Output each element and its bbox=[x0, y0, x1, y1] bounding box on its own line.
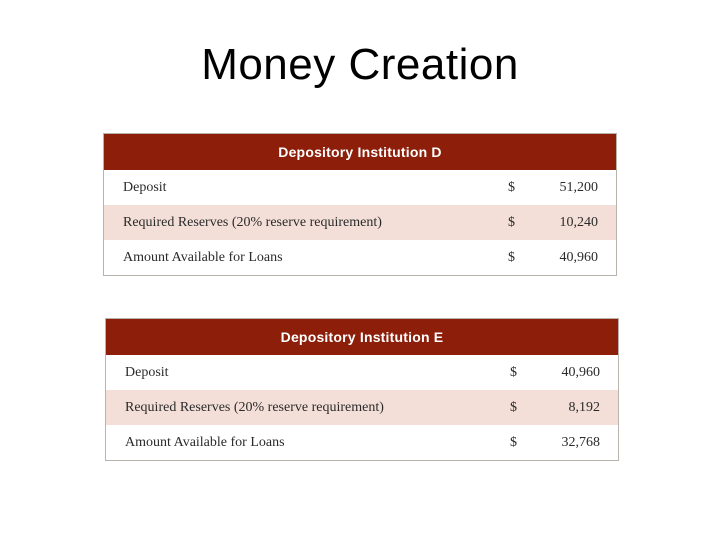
table-row-required-reserves bbox=[104, 205, 617, 240]
table-row-deposit bbox=[104, 170, 617, 205]
currency-symbol: $ bbox=[510, 434, 517, 450]
row-amount bbox=[508, 240, 617, 276]
row-amount bbox=[508, 205, 617, 240]
table-row-deposit bbox=[106, 355, 619, 390]
institution-d-table bbox=[103, 133, 617, 276]
currency-symbol: $ bbox=[508, 249, 515, 265]
row-amount bbox=[508, 170, 617, 205]
row-label: Deposit bbox=[125, 364, 169, 380]
institution-e-table bbox=[105, 318, 619, 461]
table-header-row bbox=[104, 134, 617, 171]
amount-value: 8,192 bbox=[568, 399, 600, 415]
row-label: Amount Available for Loans bbox=[125, 434, 285, 450]
table-heading: Depository Institution E bbox=[106, 319, 619, 356]
amount-value: 10,240 bbox=[559, 214, 598, 230]
table-row-amount-available bbox=[106, 425, 619, 461]
currency-symbol: $ bbox=[508, 179, 515, 195]
row-amount bbox=[510, 355, 619, 390]
amount-value: 40,960 bbox=[561, 364, 600, 380]
table-header-row bbox=[106, 319, 619, 356]
row-label: Required Reserves (20% reserve requirement) bbox=[104, 205, 509, 240]
amount-value: 32,768 bbox=[561, 434, 600, 450]
row-amount bbox=[510, 425, 619, 461]
row-label: Required Reserves (20% reserve requirement) bbox=[106, 390, 511, 425]
slide-title: Money Creation bbox=[201, 40, 519, 89]
row-label: Deposit bbox=[123, 179, 167, 195]
row-label: Amount Available for Loans bbox=[123, 249, 283, 265]
amount-value: 51,200 bbox=[559, 179, 598, 195]
amount-value: 40,960 bbox=[559, 249, 598, 265]
table-row-amount-available bbox=[104, 240, 617, 276]
table-heading: Depository Institution D bbox=[104, 134, 617, 171]
currency-symbol: $ bbox=[510, 364, 517, 380]
currency-symbol: $ bbox=[508, 214, 515, 230]
row-amount bbox=[510, 390, 619, 425]
table-row-required-reserves bbox=[106, 390, 619, 425]
currency-symbol: $ bbox=[510, 399, 517, 415]
